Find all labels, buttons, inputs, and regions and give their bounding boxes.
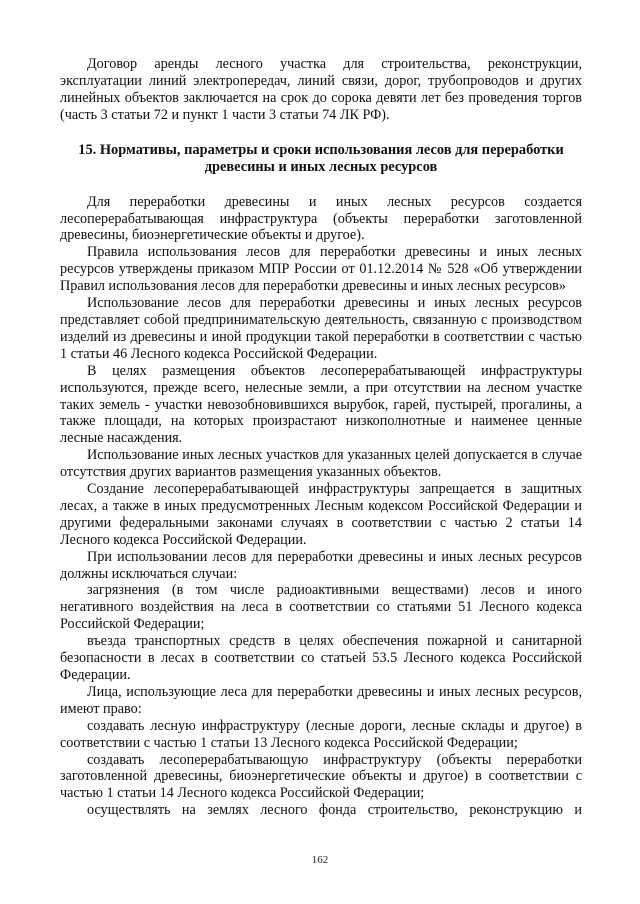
document-page [60, 56, 582, 819]
list-item-2: въезда транспортных средств в целях обеспечения пожарной и санитарной безопасности в лесах в соответствии со статьей 53.5 Лесного кодекса Российской Федерации. [60, 633, 582, 683]
heading-line-2: древесины и иных лесных ресурсов [204, 158, 438, 175]
section-heading [60, 142, 582, 176]
paragraph-1: Для переработки древесины и иных лесных ресурсов создается лесоперерабатывающая инфраструктура (объекты переработки заготовленной древесины, биоэнергетические объекты и другое). [60, 193, 582, 244]
section-body [60, 194, 582, 820]
heading-line-1: 15. Нормативы, параметры и сроки использования лесов для переработки [78, 141, 564, 158]
paragraph-5: Использование иных лесных участков для указанных целей допускается в случае отсутствия других вариантов размещения указанных объектов. [60, 447, 582, 481]
paragraph-text: Договор аренды лесного участка для строительства, реконструкции, эксплуатации линий электропередач, линий связи, дорог, трубопроводов и других линейных объектов заключается на срок до сорока девяти лет без проведения торгов (часть 3 статьи 72 и пункт 1 части 3 статьи 74 ЛК РФ). [60, 56, 582, 123]
paragraph-8: Лица, использующие леса для переработки древесины и иных лесных ресурсов, имеют право: [60, 683, 582, 717]
list-item-5: осуществлять на землях лесного фонда строительство, реконструкцию и [87, 802, 582, 819]
list-item-4: создавать лесоперерабатывающую инфраструктуру (объекты переработки заготовленной древесины, биоэнергетические объекты и другое) в соответствии с частью 1 статьи 14 Лесного кодекса Российской Федерации; [60, 751, 582, 802]
list-item-3: создавать лесную инфраструктуру (лесные дороги, лесные склады и другое) в соответствии с частью 1 статьи 13 Лесного кодекса Российской Федерации; [60, 717, 582, 751]
paragraph-6: Создание лесоперерабатывающей инфраструктуры запрещается в защитных лесах, а также в иных предусмотренных Лесным кодексом Российской Федерации и другими федеральными законами случаях в соответствии с частью 2 статьи 14 Лесного кодекса Российской Федерации. [60, 481, 582, 548]
paragraph-lease-term [60, 56, 582, 124]
paragraph-2: Правила использования лесов для переработки древесины и иных лесных ресурсов утверждены приказом МПР России от 01.12.2014 № 528 «Об утверждении Правил использования лесов для переработки древесины и иных лесных ресурсов» [60, 244, 582, 295]
paragraph-4: В целях размещения объектов лесоперерабатывающей инфраструктуры используются, прежде всего, нелесные земли, а при отсутствии на лесном участке таких земель - участки невозобновившихся вырубок, гарей, пустырей, прогалины, а также площади, на которых произрастают низкополнотные и наименее ценные лесные насаждения. [60, 362, 582, 447]
page-number: 162 [311, 854, 329, 866]
paragraph-7: При использовании лесов для переработки древесины и иных лесных ресурсов должны исключаться случаи: [60, 548, 582, 582]
list-item-1: загрязнения (в том числе радиоактивными веществами) лесов и иного негативного воздействия на леса в соответствии со статьями 51 Лесного кодекса Российской Федерации; [60, 582, 582, 633]
paragraph-3: Использование лесов для переработки древесины и иных лесных ресурсов представляет собой предпринимательскую деятельность, связанную с производством изделий из древесины и иной продукции такой переработки в соответствии с частью 1 статьи 46 Лесного кодекса Российской Федерации. [60, 295, 582, 362]
